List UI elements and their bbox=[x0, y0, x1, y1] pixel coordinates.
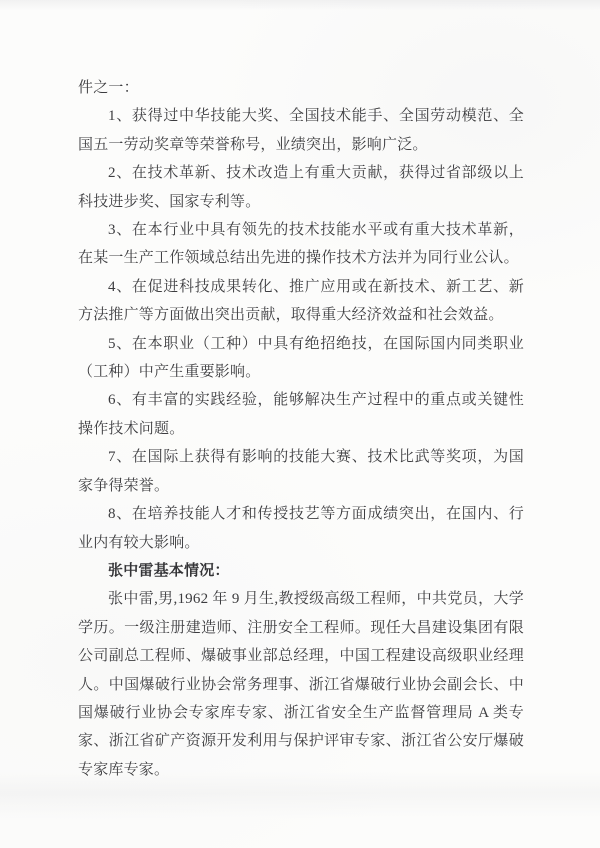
numbered-item-7: 7、在国际上获得有影响的技能大赛、技术比武等奖项，为国家争得荣誉。 bbox=[78, 449, 524, 494]
numbered-item-5: 5、在本职业（工种）中具有绝招绝技，在国际国内同类职业（工种）中产生重要影响。 bbox=[78, 335, 524, 381]
numbered-item-4: 4、在促进科技成果转化、推广应用或在新技术、新工艺、新方法推广等方面做出突出贡献，取得重大经济效益和社会效益。 bbox=[78, 278, 524, 324]
section-heading: 张中雷基本情况： bbox=[108, 562, 230, 579]
numbered-item-8: 8、在培养技能人才和传授技艺等方面成绩突出，在国内、行业内有较大影响。 bbox=[78, 506, 524, 551]
numbered-item-3: 3、在本行业中具有领先的技术技能水平或有重大技术革新，在某一生产工作领域总结出先进的操作技术方法并为同行业公认。 bbox=[78, 222, 524, 267]
document-text-block bbox=[78, 74, 524, 784]
opening-line: 件之一： bbox=[78, 80, 139, 96]
numbered-item-1: 1、获得过中华技能大奖、全国技术能手、全国劳动模范、全国五一劳动奖章等荣誉称号，业绩突出，影响广泛。 bbox=[78, 108, 524, 153]
bio-paragraph: 张中雷,男,1962 年 9 月生,教授级高级工程师，中共党员，大学学历。一级注册建造师、注册安全工程师。现任大昌建设集团有限公司副总工程师、爆破事业部总经理，中国工程建设高级职业经理人。中国爆破行业协会常务理事、浙江省爆破行业协会副会长、中国爆破行业协会专家库专家、浙江省安全生产监督管理局 A 类专家、浙江省矿产资源开发利用与保护评审专家、浙江省公安厅爆破专家库专家。 bbox=[78, 591, 524, 778]
numbered-item-6: 6、有丰富的实践经验，能够解决生产过程中的重点或关键性操作技术问题。 bbox=[78, 392, 524, 437]
numbered-item-2: 2、在技术革新、技术改造上有重大贡献，获得过省部级以上科技进步奖、国家专利等。 bbox=[78, 165, 524, 210]
